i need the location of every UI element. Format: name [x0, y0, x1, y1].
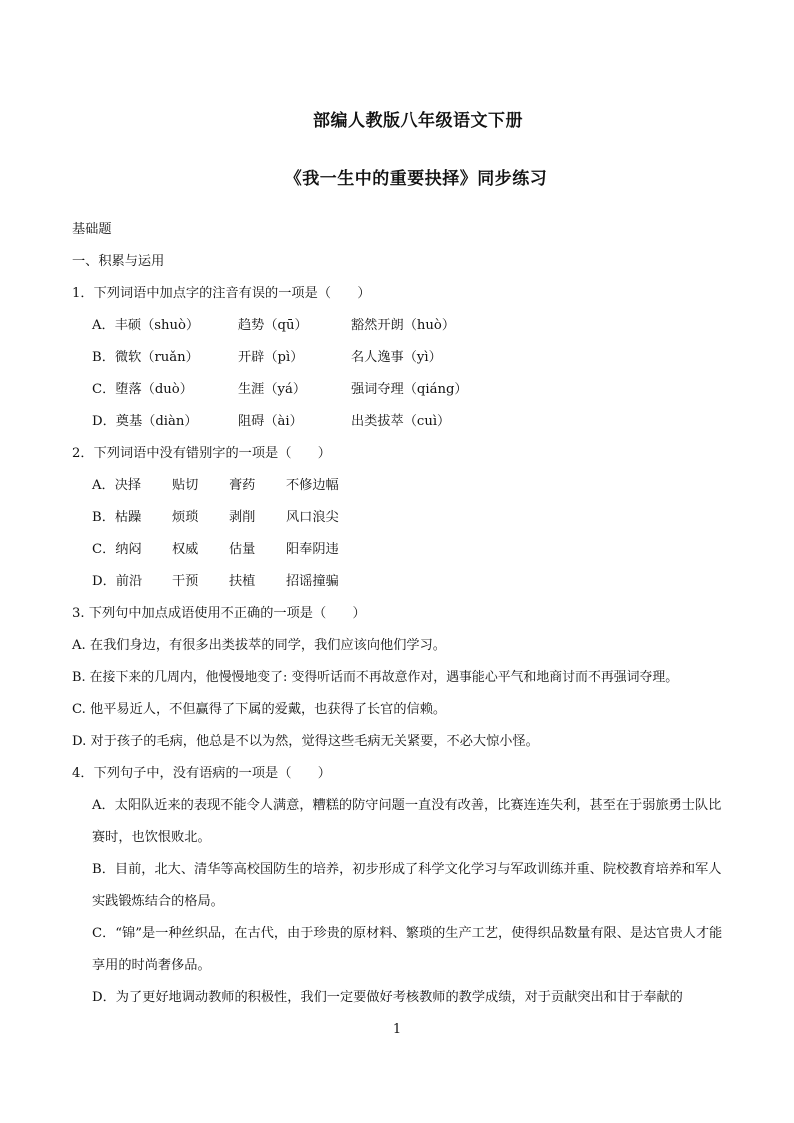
option-word: 生涯（yá） [238, 382, 307, 397]
option-word: 出类拔萃（cuì） [351, 414, 451, 429]
part-heading: 一、积累与运用 [72, 254, 165, 269]
question-3-option-b: B. 在接下来的几周内，他慢慢地变了: 变得听话而不再故意作对，遇事能心平气和地商讨而不再强词夺理。 [72, 670, 679, 685]
question-2-stem: 2．下列词语中没有错别字的一项是（ ） [72, 446, 331, 461]
question-3-option-d: D. 对于孩子的毛病，他总是不以为然，觉得这些毛病无关紧要，不必大惊小怪。 [72, 734, 539, 749]
question-3-option-c: C. 他平易近人，不但赢得了下属的爱戴，也获得了长官的信赖。 [72, 702, 447, 717]
option-word: 趋势（qū） [238, 318, 308, 333]
option-word: C．堕落（duò） [92, 382, 193, 397]
question-4-stem: 4．下列句子中，没有语病的一项是（ ） [72, 766, 331, 781]
option-word: B．枯躁 [92, 510, 142, 525]
option-word: 估量 [229, 542, 256, 557]
question-3-option-a: A. 在我们身边，有很多出类拔萃的同学，我们应该向他们学习。 [72, 638, 446, 653]
option-word: 干预 [172, 574, 199, 589]
question-4-option-b [92, 854, 732, 918]
question-4-option-d [92, 982, 732, 1014]
option-word: C．纳闷 [92, 542, 142, 557]
option-word: 开辟（pì） [238, 350, 304, 365]
option-word: 烦琐 [172, 510, 199, 525]
option-word: 权威 [172, 542, 199, 557]
option-word: 名人逸事（yì） [351, 350, 442, 365]
option-word: 扶植 [229, 574, 256, 589]
option-word: B．微软（ruǎn） [92, 350, 199, 365]
option-word: A．丰硕（shuò） [92, 318, 200, 333]
option-word: 阳奉阴违 [286, 542, 339, 557]
option-word: D．奠基（diàn） [92, 414, 198, 429]
option-word: 豁然开朗（huò） [351, 318, 456, 333]
option-word: 风口浪尖 [286, 510, 339, 525]
document-title: 部编人教版八年级语文下册 [313, 111, 523, 131]
question-2-option-b [92, 509, 339, 527]
section-heading: 基础题 [72, 222, 112, 237]
question-1-option-d [92, 413, 450, 431]
question-2-option-a [92, 477, 339, 495]
option-word: 阻碍（ài） [238, 414, 303, 429]
question-1-stem: 1．下列词语中加点字的注音有误的一项是（ ） [72, 286, 371, 301]
question-1-option-a [92, 317, 455, 335]
question-2-option-d [92, 573, 339, 591]
option-text: D．为了更好地调动教师的积极性，我们一定要做好考核教师的教学成绩，对于贡献突出和甘于奉献的 [92, 990, 683, 1005]
option-text: B．目前，北大、清华等高校国防生的培养，初步形成了科学文化学习与军政训练并重、院校教育培养和军人实践锻炼结合的格局。 [92, 862, 722, 909]
question-1-option-c [92, 381, 468, 399]
question-3-stem: 3. 下列句中加点成语使用不正确的一项是（ ） [72, 606, 366, 621]
option-word: A．决择 [92, 478, 142, 493]
question-4-option-c [92, 918, 732, 982]
question-1-option-b [92, 349, 442, 367]
option-text: C．“锦”是一种丝织品，在古代，由于珍贵的原材料、繁琐的生产工艺，使得织品数量有限、是达官贵人才能享用的时尚奢侈品。 [92, 926, 723, 973]
option-word: 膏药 [229, 478, 256, 493]
option-text: A．太阳队近来的表现不能令人满意，糟糕的防守问题一直没有改善，比赛连连失利，甚至在于弱旅勇士队比赛时，也饮恨败北。 [92, 798, 722, 845]
question-2-option-c [92, 541, 339, 559]
option-word: 强词夺理（qiáng） [351, 382, 468, 397]
option-word: 招谣撞骗 [286, 574, 339, 589]
option-word: 剥削 [229, 510, 256, 525]
option-word: 不修边幅 [286, 478, 339, 493]
question-4-option-a [92, 790, 732, 854]
option-word: 贴切 [172, 478, 199, 493]
page-number: 1 [392, 1022, 402, 1037]
option-word: D．前沿 [92, 574, 143, 589]
document-subtitle: 《我一生中的重要抉择》同步练习 [284, 169, 548, 189]
